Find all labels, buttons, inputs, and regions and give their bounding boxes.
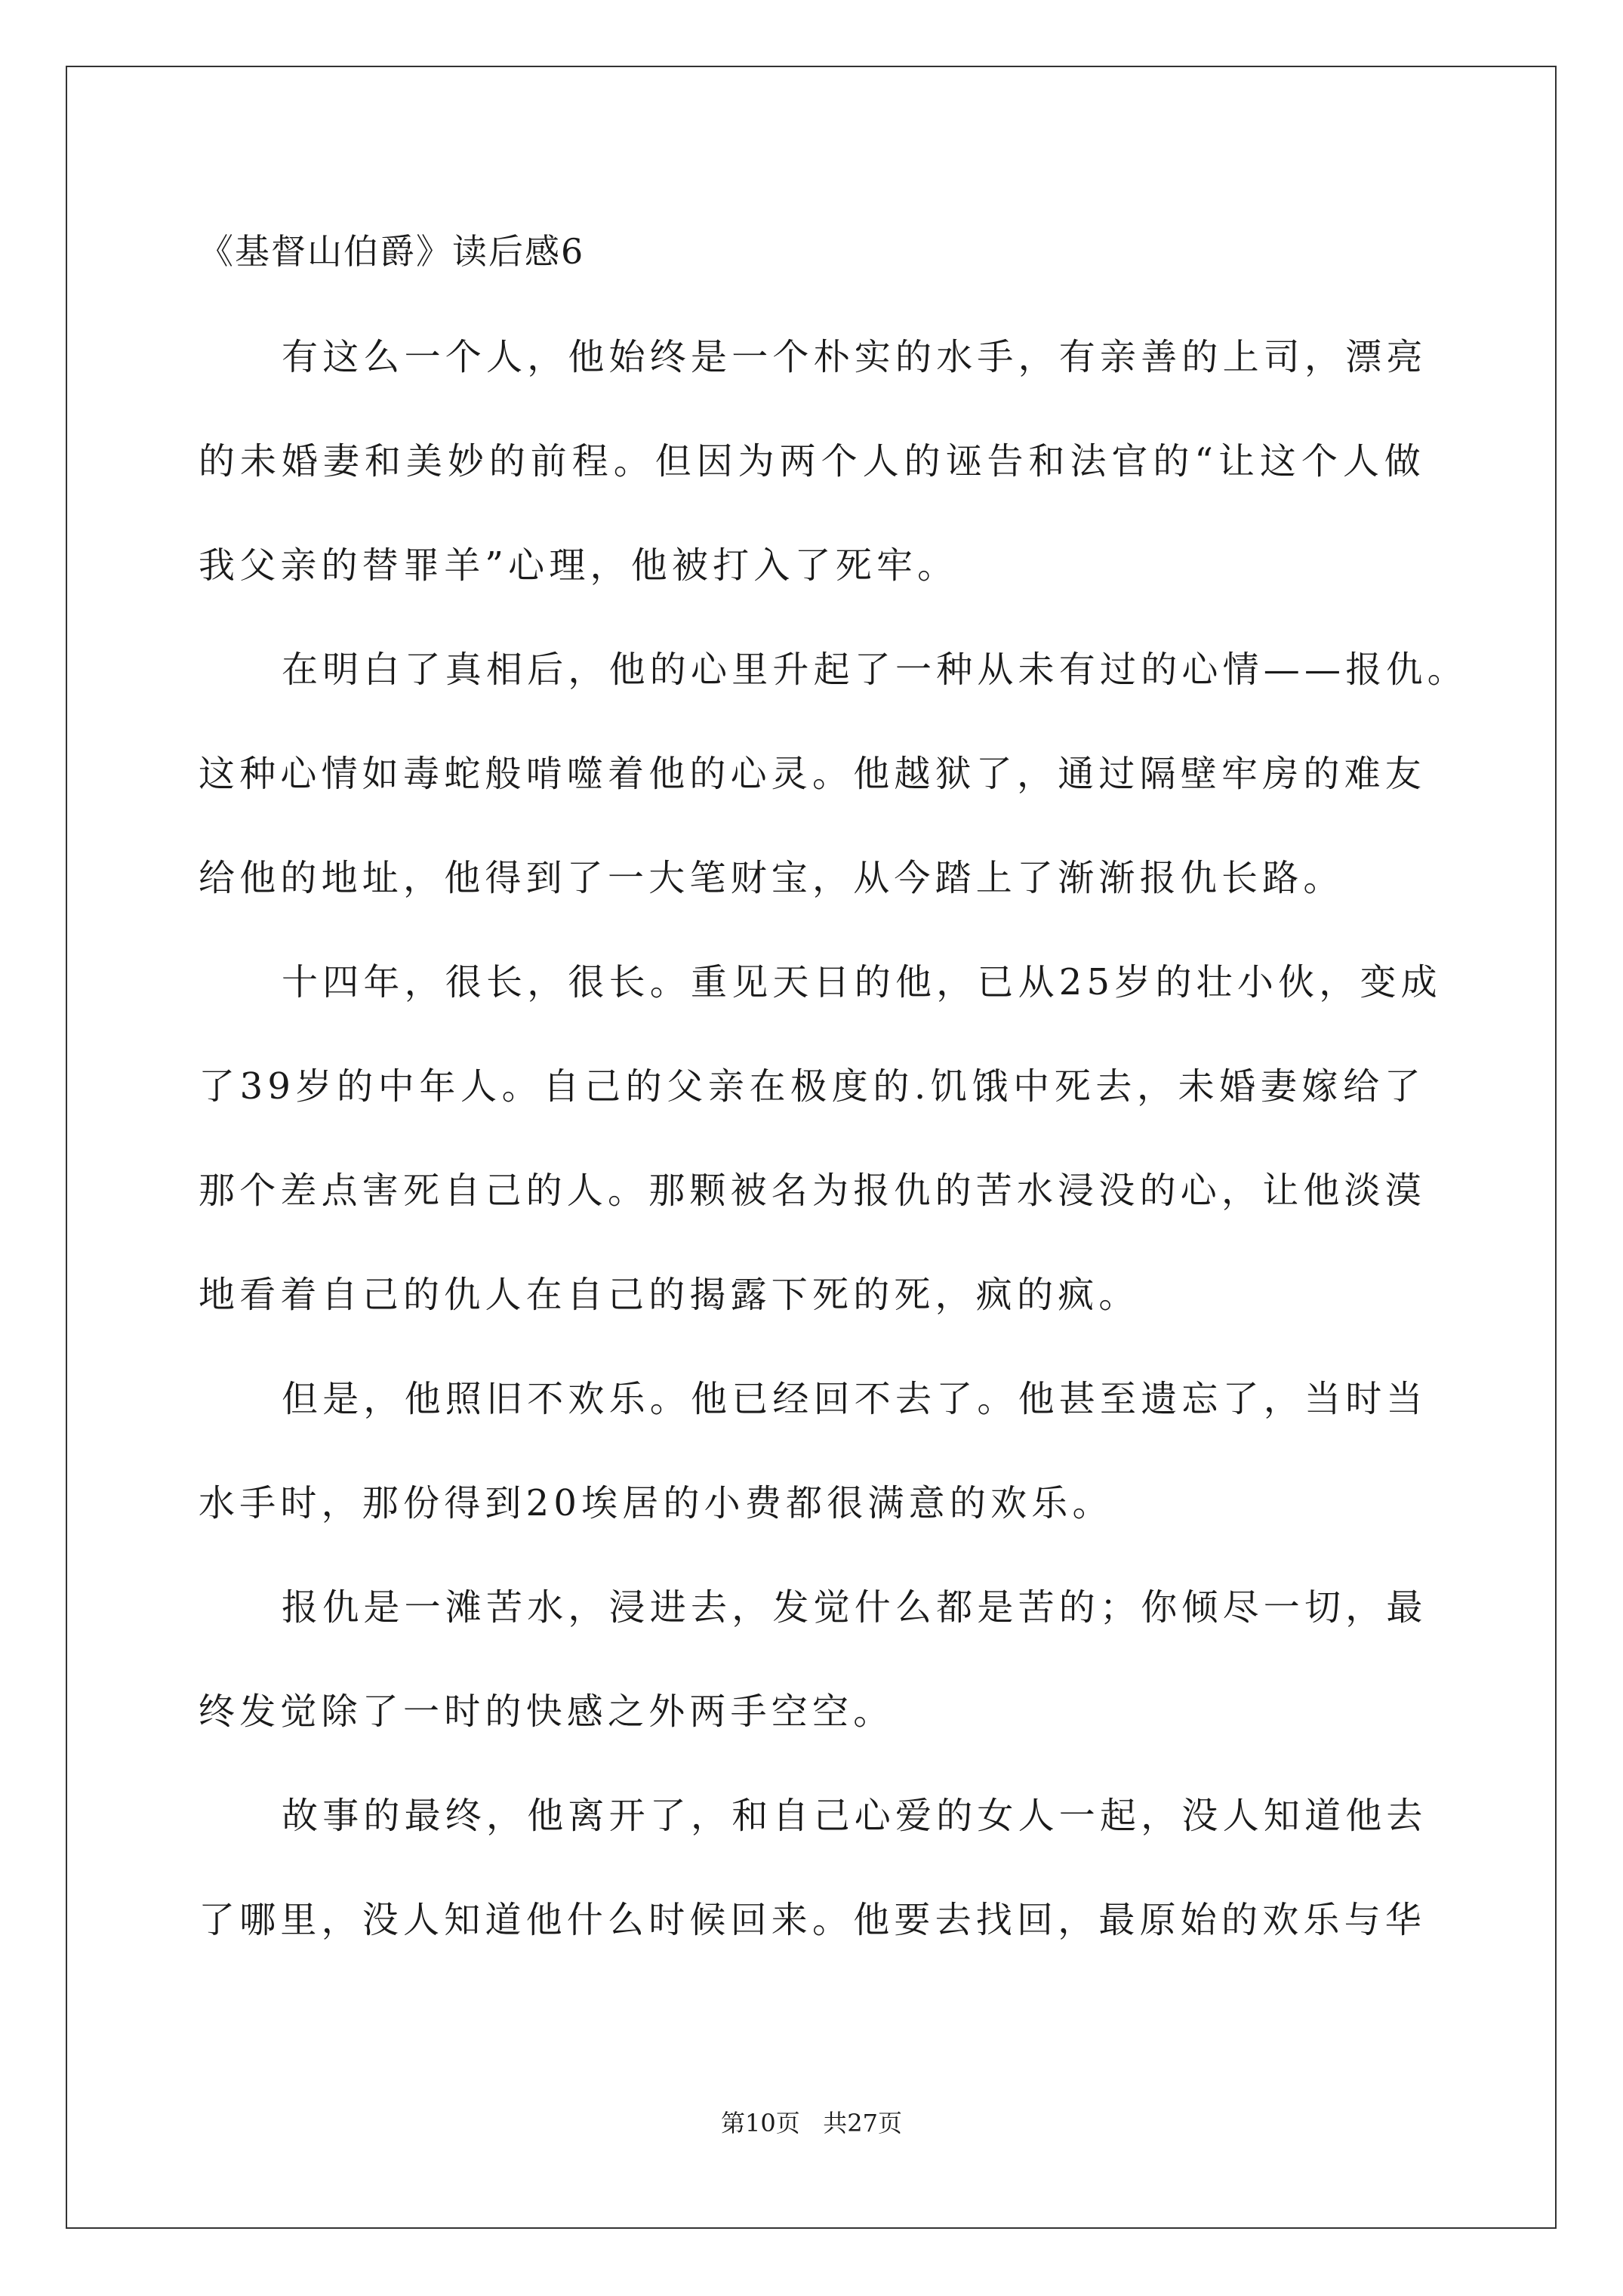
document-title: 《基督山伯爵》读后感6 (199, 231, 585, 272)
paragraph-line: 水手时，那份得到20埃居的小费都很满意的欢乐。 (199, 1482, 1113, 1524)
paragraph-line: 了39岁的中年人。自己的父亲在极度的.饥饿中死去，未婚妻嫁给了 (199, 1065, 1425, 1108)
paragraph-line: 给他的地址，他得到了一大笔财宝，从今踏上了渐渐报仇长路。 (199, 857, 1344, 899)
paragraph-line: 报仇是一滩苦水，浸进去，发觉什么都是苦的；你倾尽一切，最 (282, 1586, 1427, 1629)
paragraph-line: 故事的最终，他离开了，和自己心爱的女人一起，没人知道他去 (282, 1795, 1427, 1837)
paragraph-line: 我父亲的替罪羊”心理，他被打入了死牢。 (199, 544, 959, 587)
paragraph-line: 在明白了真相后，他的心里升起了一种从未有过的心情——报仇。 (282, 649, 1468, 691)
paragraph-line: 终发觉除了一时的快感之外两手空空。 (199, 1690, 895, 1733)
paragraph-line: 有这么一个人，他始终是一个朴实的水手，有亲善的上司，漂亮 (282, 336, 1427, 378)
paragraph-line: 地看着自己的仇人在自己的揭露下死的死，疯的疯。 (199, 1274, 1140, 1316)
paragraph-line: 那个差点害死自己的人。那颗被名为报仇的苦水浸没的心，让他淡漠 (199, 1170, 1427, 1212)
paragraph-line: 的未婚妻和美妙的前程。但因为两个人的诬告和法官的“让这个人做 (199, 440, 1425, 482)
paragraph-line: 这种心情如毒蛇般啃噬着他的心灵。他越狱了，通过隔壁牢房的难友 (199, 753, 1427, 795)
paragraph-line: 了哪里，没人知道他什么时候回来。他要去找回，最原始的欢乐与华 (199, 1899, 1427, 1941)
paragraph-line: 十四年，很长，很长。重见天日的他，已从25岁的壮小伙，变成 (282, 961, 1442, 1003)
paragraph-line: 但是，他照旧不欢乐。他已经回不去了。他甚至遗忘了，当时当 (282, 1378, 1427, 1420)
page-number-footer: 第10页 共27页 (721, 2109, 902, 2137)
